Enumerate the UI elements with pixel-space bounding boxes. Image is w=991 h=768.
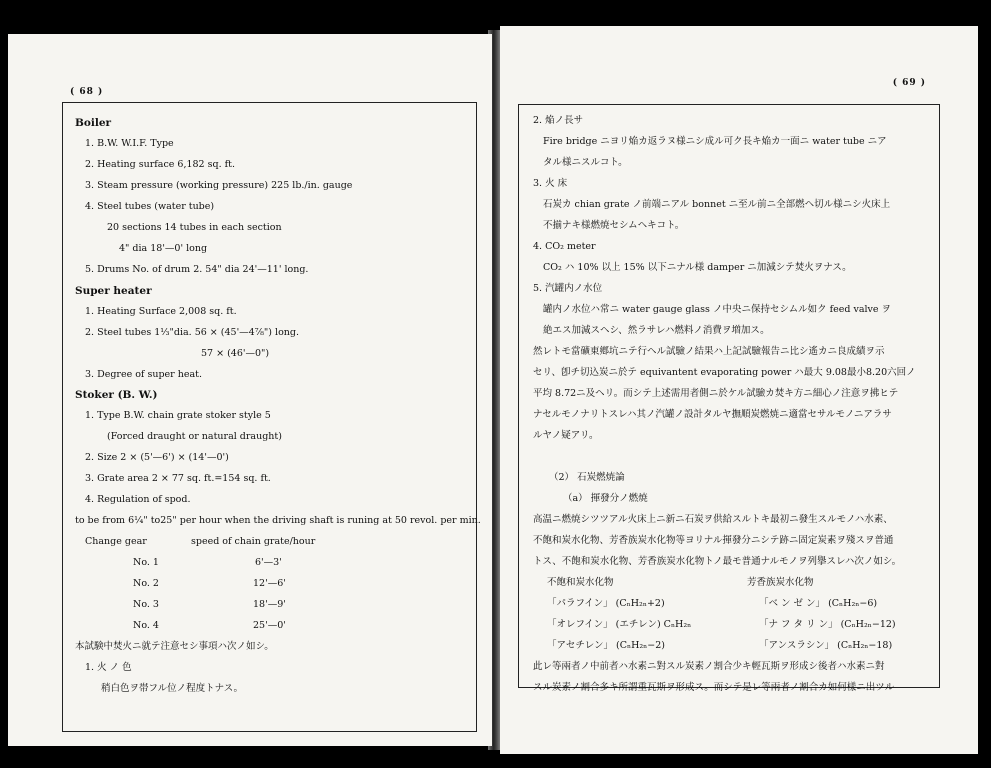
text-line: 罐内ノ水位ハ常ニ water gauge glass ノ中央ニ保持セシムル如ク feed valve ヲ [543, 304, 892, 315]
text-line: 3. Grate area 2 × 77 sq. ft.=154 sq. ft. [85, 473, 271, 484]
text-line: 4. CO₂ meter [533, 241, 596, 252]
right-text-frame [518, 104, 940, 693]
text-line: 平均 8.72ニ及ヘリ。而シテ上述需用者側ニ於ケル試驗カ焚キ方ニ細心ノ注意ヲ拂ヒテ [533, 388, 899, 399]
text-line: 2. Size 2 × (5'—6') × (14'—0') [85, 452, 229, 463]
text-line: No. 4 [133, 620, 159, 631]
left-text-frame [62, 102, 481, 732]
text-line: 本試験中焚火ニ就テ注意セシ事項ハ次ノ如シ。 [75, 641, 274, 652]
text-line: CO₂ ハ 10% 以上 15% 以下ニナル様 damper ニ加減シテ焚火ヲナス。 [543, 262, 852, 273]
text-line: 然レトモ當礦東鄕坑ニテ行ヘル試驗ノ結果ハ上記試驗報告ニ比シ遙カニ良成績ヲ示 [533, 346, 885, 357]
text-line: 5. Drums No. of drum 2. 54" dia 24'—11' long. [85, 264, 309, 275]
text-line: 4. Steel tubes (water tube) [85, 201, 215, 212]
text-line: スル炭素ノ割合多キ所謂重瓦斯ヲ形成ス。而シテ是レ等兩者ノ割合カ如何樣ニ出ツル [533, 682, 895, 693]
text-line: 絶エス加減スヘシ、然ラサレハ燃料ノ消費ヲ増加ス。 [543, 325, 770, 336]
text-line: 石炭カ chian grate ノ前端ニアル bonnet ニ至ル前ニ全部燃ヘ切ル様ニシ火床上 [543, 199, 891, 210]
text-line: 3. Steam pressure (working pressure) 225 lb./in. gauge [85, 180, 353, 191]
text-line: 稍白色ヲ帯フル位ノ程度トナス。 [101, 683, 244, 694]
text-line: 芳香族炭水化物 [747, 577, 814, 588]
text-line: Super heater [75, 285, 152, 297]
text-line: 18'—9' [253, 599, 286, 610]
text-line: 不飽和炭水化物、芳香族炭水化物等ヨリナル揮發分ニシテ跡ニ固定炭素ヲ殘スヲ普通 [533, 535, 894, 546]
text-line: 「アンスラシン」 (CₙH₂ₙ−18) [759, 640, 893, 651]
text-line: 1. B.W. W.I.F. Type [85, 138, 174, 149]
text-line: 不飽和炭水化物 [547, 577, 614, 588]
text-line: 25'—0' [253, 620, 286, 631]
text-line: Change gear [85, 536, 147, 547]
text-line: 「ナ フ タ リ ン」 (CₙH₂ₙ−12) [759, 619, 896, 630]
text-line: 57 × (46'—0") [201, 348, 270, 359]
left-page [8, 34, 492, 746]
text-line: 1. 火 ノ 色 [85, 662, 132, 673]
text-line: Fire bridge ニヨリ焔カ返ラヌ様ニシ成ル可ク長キ焔カ一面ニ water tube ニア [543, 136, 887, 147]
text-line: 20 sections 14 tubes in each section [107, 222, 282, 233]
text-line: Stoker (B. W.) [75, 389, 158, 401]
text-line: 此レ等兩者ノ中前者ハ水素ニ對スル炭素ノ割合少キ輕瓦斯ヲ形成シ後者ハ水素ニ對 [533, 661, 885, 672]
text-line: 「ベ ン ゼ ン」 (CₙH₂ₙ−6) [759, 598, 878, 609]
text-line: タル様ニスルコト。 [543, 157, 628, 168]
text-line: No. 2 [133, 578, 159, 589]
text-line: Boiler [75, 117, 112, 129]
text-line: 3. 火 床 [533, 178, 568, 189]
page-number-right: ( 69 ) [892, 78, 926, 88]
text-line: 高温ニ燃焼シツツアル火床上ニ新ニ石炭ヲ供給スルトキ最初ニ發生スルモノハ水素、 [533, 514, 893, 525]
text-line: (Forced draught or natural draught) [107, 431, 282, 442]
text-line: 「パラフイン」 (CₙH₂ₙ+2) [547, 598, 665, 609]
text-line: 4" dia 18'—0' long [119, 243, 208, 254]
text-line: ルヤノ疑アリ。 [533, 430, 599, 441]
text-line: 1. Heating Surface 2,008 sq. ft. [85, 306, 237, 317]
text-line: 6'—3' [255, 557, 282, 568]
text-line: トス、不飽和炭水化物、芳香族炭水化物トノ最モ普通ナルモノヲ列擧スレハ次ノ如シ。 [533, 556, 902, 567]
text-line: 3. Degree of super heat. [85, 369, 202, 380]
text-line: 12'—6' [253, 578, 286, 589]
text-line: to be from 6¼" to25" per hour when the driving shaft is runing at 50 revol. per min. [75, 515, 481, 526]
text-line: No. 1 [133, 557, 159, 568]
right-page [500, 26, 978, 754]
text-line: 2. 焔ノ長サ [533, 115, 584, 126]
text-line: No. 3 [133, 599, 159, 610]
text-line: 5. 汽罐内ノ水位 [533, 283, 603, 294]
text-line: ナセルモノナリトスレハ其ノ汽罐ノ設計タルヤ撫順炭燃焼ニ適當セサルモノニアラサ [533, 409, 892, 420]
text-line: セリ、卽チ切込炭ニ於テ equivantent evaporating power ハ最大 9.08最小8.20六回ノ [533, 367, 916, 378]
page-number-left: ( 68 ) [70, 87, 104, 97]
text-line: 「アセチレン」 (CₙH₂ₙ−2) [547, 640, 665, 651]
text-line: 4. Regulation of spod. [85, 494, 191, 505]
text-line: 2. Heating surface 6,182 sq. ft. [85, 159, 235, 170]
text-line: speed of chain grate/hour [191, 536, 316, 547]
text-line: 1. Type B.W. chain grate stoker style 5 [85, 410, 271, 421]
text-line: （2） 石炭燃焼論 [549, 472, 625, 483]
text-line: （a） 揮發分ノ燃焼 [563, 493, 648, 504]
text-line: 不揃ナキ様燃焼セシムヘキコト。 [543, 220, 685, 231]
text-line: 2. Steel tubes 1⅓"dia. 56 × (45'—4⅞") long. [85, 327, 300, 338]
text-line: 「オレフイン」 (エチレン) CₙH₂ₙ [547, 619, 692, 630]
